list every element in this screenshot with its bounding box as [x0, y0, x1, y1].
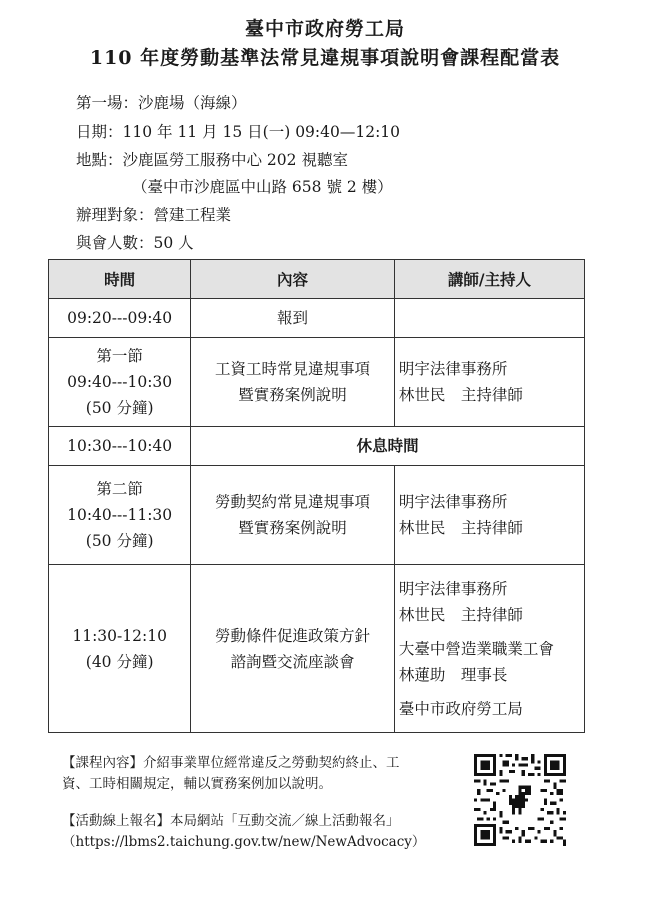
time-cell: 第一節 09:40---10:30 (50 分鐘)	[49, 338, 191, 427]
address-info: （臺中市沙鹿區中山路 658 號 2 樓）	[132, 178, 393, 196]
header-time: 時間	[49, 260, 191, 299]
location-info: 地點：沙鹿區勞工服務中心 202 視聽室	[76, 151, 348, 169]
host-cell: 明宇法律事務所 林世民 主持律師	[394, 338, 584, 427]
content-cell: 報到	[191, 299, 395, 338]
header-host: 講師/主持人	[394, 260, 584, 299]
registration-url[interactable]: （https://lbms2.taichung.gov.tw/new/NewAdvocacy）	[62, 834, 426, 850]
schedule-table	[48, 259, 585, 733]
qr-code-with-dinosaur-icon[interactable]	[474, 754, 566, 846]
break-cell: 休息時間	[191, 427, 585, 466]
course-description-line2: 資、工時相關規定，輔以實務案例加以說明。	[62, 776, 332, 792]
time-cell: 09:20---09:40	[49, 299, 191, 338]
table-row	[49, 299, 585, 338]
table-row	[49, 338, 585, 427]
header-content: 內容	[191, 260, 395, 299]
course-description-line1: 【課程內容】介紹事業單位經常違反之勞動契約終止、工	[62, 755, 400, 771]
target-info: 辦理對象：營建工程業	[76, 206, 232, 224]
table-row	[49, 565, 585, 733]
page-subtitle: 110 年度勞動基準法常見違規事項說明會課程配當表	[89, 47, 561, 69]
registration-line: 【活動線上報名】本局網站「互動交流／線上活動報名」	[62, 813, 400, 829]
time-cell: 11:30-12:10 (40 分鐘)	[49, 565, 191, 733]
table-row	[49, 427, 585, 466]
page-title: 臺中市政府勞工局	[244, 18, 405, 40]
host-cell: 明宇法律事務所 林世民 主持律師 大臺中營造業職業工會 林蓮助 理事長 臺中市政府勞工局	[394, 565, 584, 733]
content-cell: 勞動條件促進政策方針 諮詢暨交流座談會	[191, 565, 395, 733]
content-cell: 勞動契約常見違規事項 暨實務案例說明	[191, 466, 395, 565]
time-cell: 第二節 10:40---11:30 (50 分鐘)	[49, 466, 191, 565]
host-cell	[394, 299, 584, 338]
host-cell: 明宇法律事務所 林世民 主持律師	[394, 466, 584, 565]
table-row	[49, 466, 585, 565]
content-cell: 工資工時常見違規事項 暨實務案例說明	[191, 338, 395, 427]
table-header-row	[49, 260, 585, 299]
date-info: 日期：110 年 11 月 15 日(一) 09:40—12:10	[76, 123, 401, 141]
time-cell: 10:30---10:40	[49, 427, 191, 466]
attendees-info: 與會人數：50 人	[76, 234, 194, 252]
session-info: 第一場：沙鹿場（海線）	[76, 94, 247, 112]
